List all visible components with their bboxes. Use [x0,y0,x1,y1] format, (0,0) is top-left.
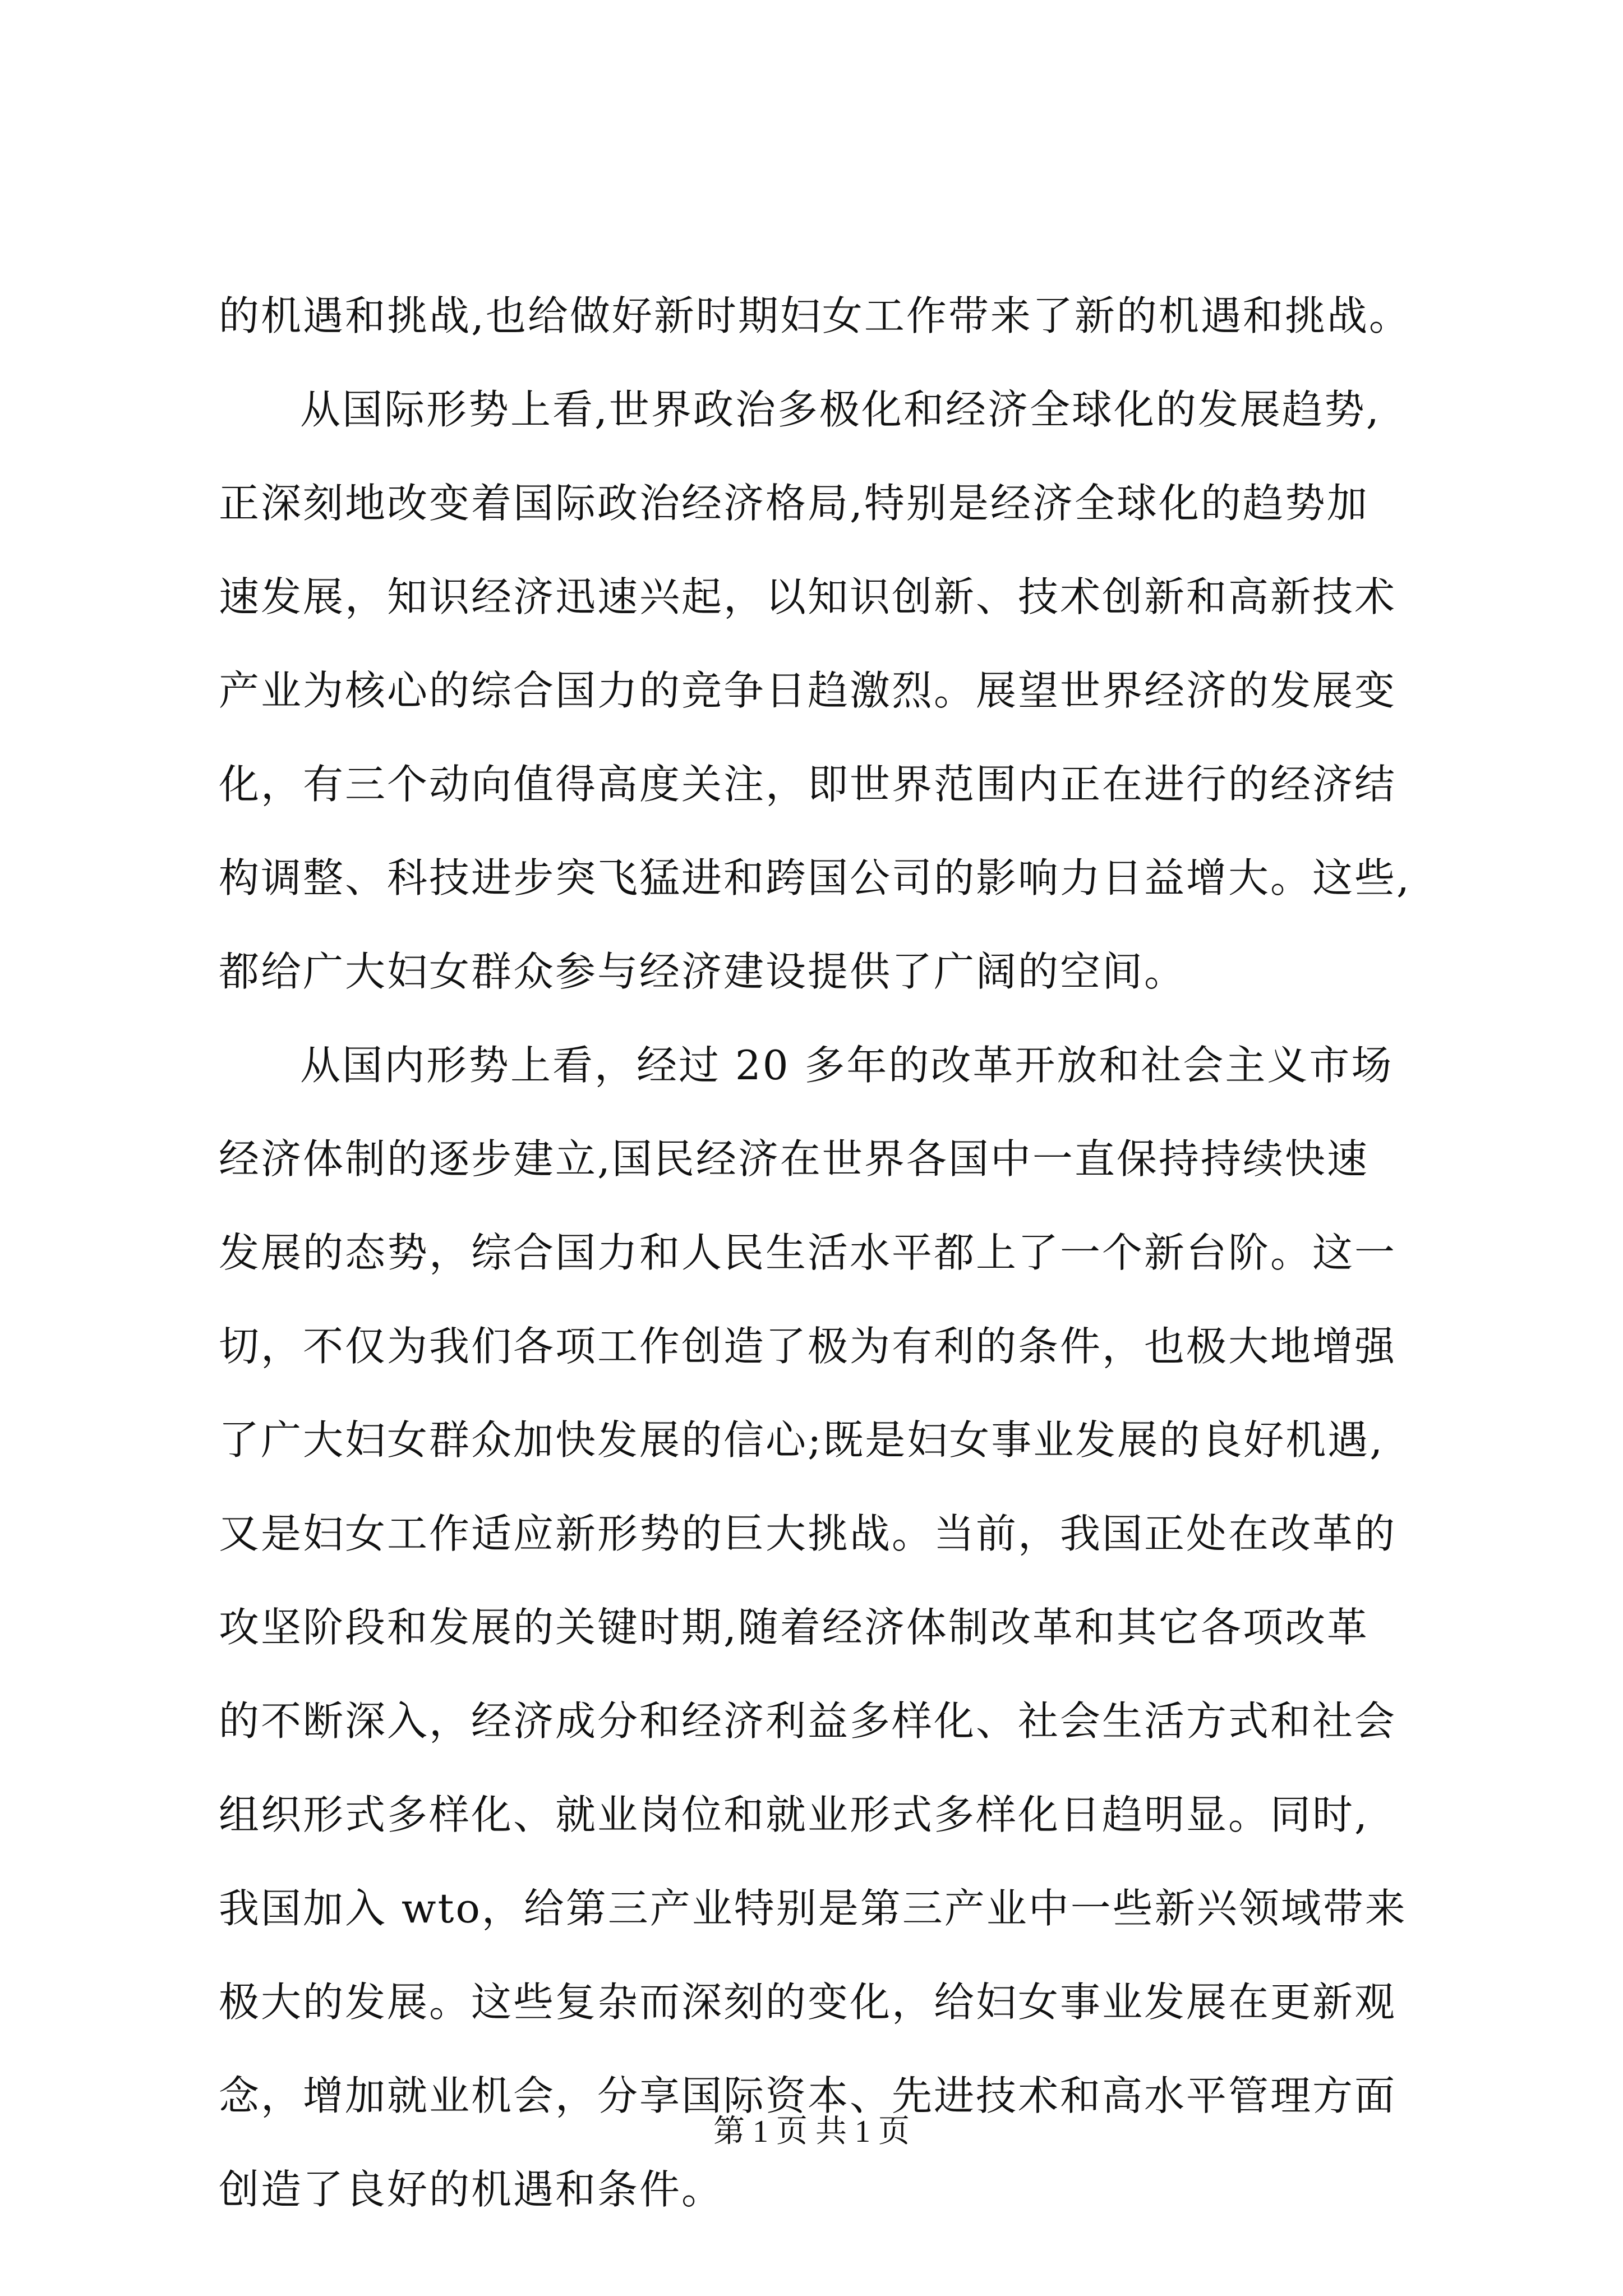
body-line: 的机遇和挑战,也给做好新时期妇女工作带来了新的机遇和挑战。 [219,292,1411,339]
body-line: 又是妇女工作适应新形势的巨大挑战。当前，我国正处在改革的 [219,1510,1397,1557]
body-line: 发展的态势，综合国力和人民生活水平都上了一个新台阶。这一 [219,1229,1397,1276]
body-line: 切，不仅为我们各项工作创造了极为有利的条件，也极大地增强 [219,1323,1397,1370]
body-line: 经济体制的逐步建立,国民经济在世界各国中一直保持持续快速 [219,1135,1369,1182]
body-line: 速发展，知识经济迅速兴起，以知识创新、技术创新和高新技术 [219,573,1397,620]
body-line: 正深刻地改变着国际政治经济格局,特别是经济全球化的趋势加 [219,480,1369,527]
body-line: 产业为核心的综合国力的竞争日趋激烈。展望世界经济的发展变 [219,667,1397,714]
body-line: 极大的发展。这些复杂而深刻的变化，给妇女事业发展在更新观 [219,1978,1397,2026]
paragraph-first-line: 从国内形势上看，经过 20 多年的改革开放和社会主义市场 [300,1042,1394,1089]
body-line: 组织形式多样化、就业岗位和就业形式多样化日趋明显。同时, [219,1791,1369,1838]
document-body [219,269,1436,2237]
body-line: 的不断深入，经济成分和经济利益多样化、社会生活方式和社会 [219,1697,1397,1745]
body-line: 了广大妇女群众加快发展的信心;既是妇女事业发展的良好机遇, [219,1416,1385,1464]
body-line: 念，增加就业机会，分享国际资本、先进技术和高水平管理方面 [219,2072,1397,2119]
body-line: 都给广大妇女群众参与经济建设提供了广阔的空间。 [219,948,1187,995]
body-line: 我国加入 wto，给第三产业特别是第三产业中一些新兴领域带来 [219,1885,1407,1932]
page-number-footer: 第 1 页 共 1 页 [713,2114,910,2149]
body-line: 构调整、科技进步突飞猛进和跨国公司的影响力日益增大。这些, [219,854,1411,901]
body-line: 创造了良好的机遇和条件。 [219,2166,724,2213]
paragraph-first-line: 从国际形势上看,世界政治多极化和经济全球化的发展趋势, [300,386,1381,433]
body-line: 化，有三个动向值得高度关注，即世界范围内正在进行的经济结 [219,761,1397,808]
body-line: 攻坚阶段和发展的关键时期,随着经济体制改革和其它各项改革 [219,1604,1369,1651]
